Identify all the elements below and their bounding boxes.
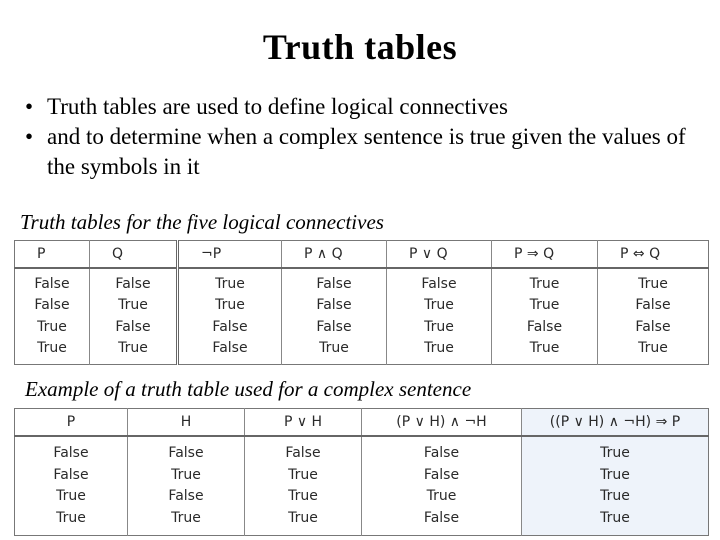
cell: True: [288, 488, 318, 504]
column-header-not-p: ¬P: [178, 241, 282, 269]
cell: True: [600, 488, 630, 504]
cell: True: [600, 509, 630, 526]
cell: False: [635, 318, 671, 335]
cell: False: [316, 318, 352, 335]
col-q-cells: [90, 268, 178, 365]
table-row: [15, 436, 709, 536]
connectives-truth-table: [14, 240, 709, 365]
cell: False: [316, 297, 352, 313]
cell: True: [426, 488, 457, 504]
column-header-implies-p: ((P ∨ H) ∧ ¬H) ⇒ P: [522, 409, 709, 437]
col-and-cells: [282, 268, 387, 365]
cell: True: [171, 466, 201, 483]
cell: False: [168, 445, 204, 461]
bullet-list: [25, 92, 705, 182]
col-p-cells: [15, 436, 128, 536]
cell: False: [168, 488, 204, 504]
cell: True: [319, 340, 349, 356]
col-h-cells: [128, 436, 245, 536]
col-implies-cells: [492, 268, 598, 365]
cell: True: [638, 340, 668, 356]
cell: False: [285, 445, 321, 461]
cell: True: [118, 340, 148, 356]
column-header-p: P: [15, 241, 90, 269]
cell: True: [424, 297, 454, 313]
column-header-and-not-h: (P ∨ H) ∧ ¬H: [362, 409, 522, 437]
table2-caption: Example of a truth table used for a complex sentence: [25, 377, 472, 401]
cell: False: [115, 275, 151, 292]
cell: False: [635, 297, 671, 313]
cell: True: [56, 509, 86, 526]
cell: True: [529, 297, 560, 313]
column-header-p-or-h: P ∨ H: [245, 409, 362, 437]
col-p-or-h-cells: [245, 436, 362, 536]
cell: True: [215, 275, 245, 292]
cell: True: [118, 297, 148, 313]
cell: False: [34, 275, 70, 292]
cell: False: [53, 445, 89, 461]
cell: True: [424, 318, 454, 335]
cell: True: [171, 509, 201, 526]
cell: False: [115, 318, 151, 335]
cell: True: [529, 275, 560, 292]
col-not-p-cells: [178, 268, 282, 365]
cell: False: [421, 275, 457, 292]
complex-sentence-truth-table: [14, 408, 709, 536]
col-or-cells: [387, 268, 492, 365]
cell: False: [212, 340, 248, 356]
column-header-q: Q: [90, 241, 178, 269]
column-header-h: H: [128, 409, 245, 437]
cell: True: [288, 509, 318, 526]
bullet-item: • Truth tables are used to define logical connectives: [25, 92, 705, 122]
cell: True: [600, 445, 630, 461]
cell: False: [53, 466, 89, 483]
cell: True: [600, 466, 630, 483]
table1-caption: Truth tables for the five logical connectives: [20, 210, 384, 234]
cell: False: [212, 318, 248, 335]
cell: False: [423, 466, 460, 483]
col-iff-cells: [598, 268, 709, 365]
cell: True: [37, 318, 67, 335]
cell: True: [56, 488, 86, 504]
bullet-item: • and to determine when a complex sentence is true given the values of the symbols in it: [25, 122, 705, 182]
cell: False: [34, 297, 70, 313]
page-title: Truth tables: [262, 27, 458, 67]
column-header-or: P ∨ Q: [387, 241, 492, 269]
column-header-and: P ∧ Q: [282, 241, 387, 269]
col-p-cells: [15, 268, 90, 365]
cell: True: [638, 275, 668, 292]
cell: True: [37, 340, 67, 356]
cell: True: [424, 340, 454, 356]
column-header-implies: P ⇒ Q: [492, 241, 598, 269]
table-row: [15, 268, 709, 365]
cell: False: [526, 318, 563, 335]
cell: False: [423, 509, 460, 526]
cell: True: [529, 340, 560, 356]
column-header-iff: P ⇔ Q: [598, 241, 709, 269]
cell: True: [215, 297, 245, 313]
col-implies-p-cells: [522, 436, 709, 536]
cell: False: [423, 445, 460, 461]
column-header-p: P: [15, 409, 128, 437]
cell: True: [288, 466, 318, 483]
cell: False: [316, 275, 352, 292]
col-and-not-h-cells: [362, 436, 522, 536]
